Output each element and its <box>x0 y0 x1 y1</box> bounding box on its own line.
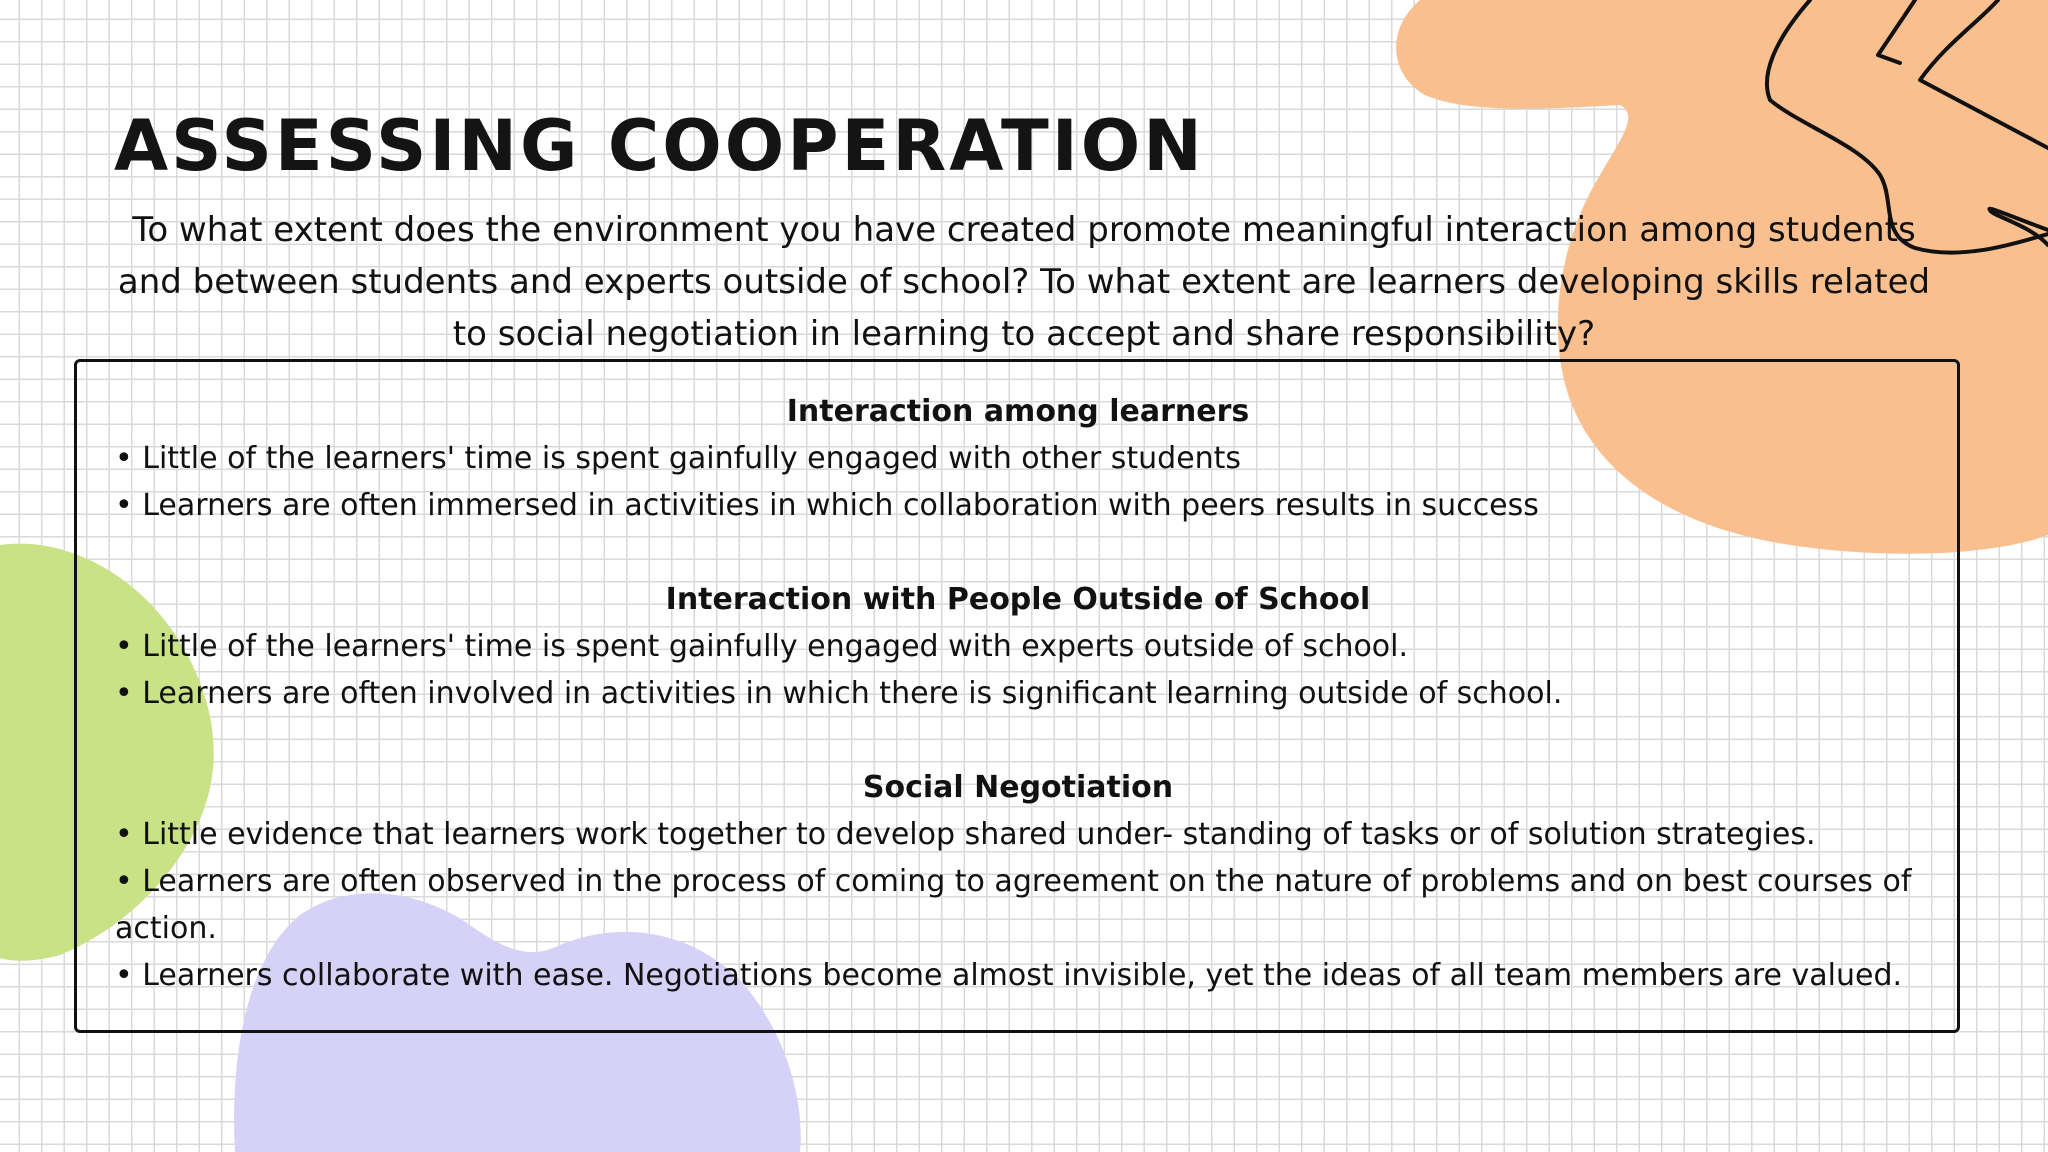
section-heading: Interaction among learners <box>786 394 1250 429</box>
section-spacer <box>115 717 1921 764</box>
section-outside-school <box>115 576 1921 717</box>
list-item: • Little of the learners' time is spent gainfully engaged with other students <box>115 441 1242 476</box>
list-item: • Little evidence that learners work together to develop shared under- standing of tasks or of solution strategies. <box>115 817 1816 852</box>
section-social-negotiation <box>115 764 1921 999</box>
section-spacer <box>115 529 1921 576</box>
section-heading: Interaction with People Outside of School <box>665 582 1371 617</box>
list-item: • Learners are often observed in the process of coming to agreement on the nature of problems and on best courses of action. <box>115 864 1912 946</box>
guiding-question: To what extent does the environment you have created promote meaningful interaction among students and between students and experts outside of school? To what extent are learners developing skills related to social negotiation in learning to accept and share responsibility? <box>117 210 1931 354</box>
list-item: • Learners are often immersed in activities in which collaboration with peers results in success <box>115 488 1539 523</box>
page-title: ASSESSING COOPERATION <box>114 105 1205 187</box>
criteria-box <box>74 359 1960 1033</box>
list-item: • Learners collaborate with ease. Negotiations become almost invisible, yet the ideas of all team members are valued. <box>115 958 1903 993</box>
list-item: • Little of the learners' time is spent gainfully engaged with experts outside of school. <box>115 629 1409 664</box>
list-item: • Learners are often involved in activities in which there is significant learning outside of school. <box>115 676 1563 711</box>
section-learners <box>115 388 1921 529</box>
section-heading: Social Negotiation <box>862 770 1174 805</box>
